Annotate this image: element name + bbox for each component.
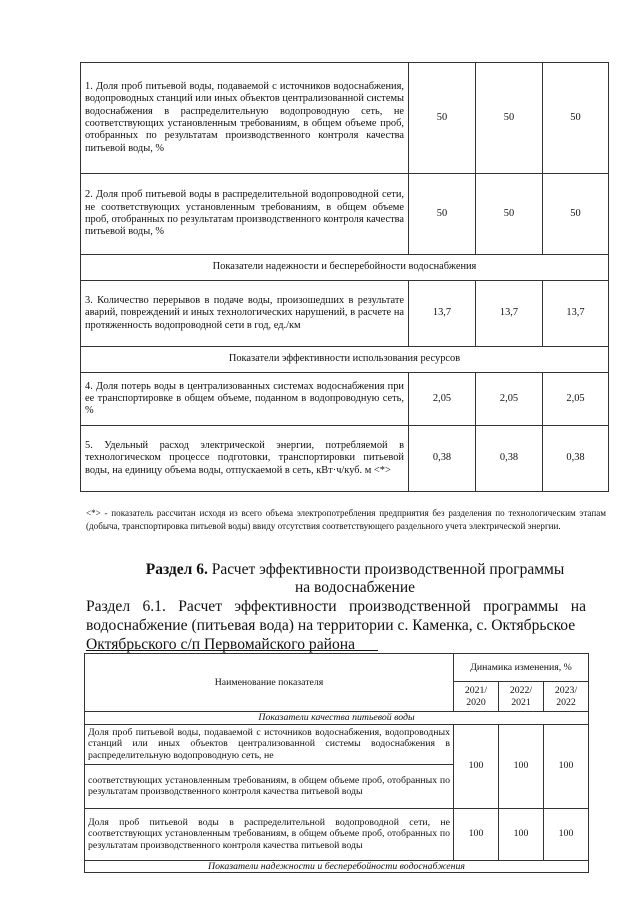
subsection-title-last: Октябрьского с/п Первомайского района xyxy=(86,636,356,653)
indicator-value: 50 xyxy=(476,63,543,174)
header-period: 2023/ 2022 xyxy=(544,682,589,712)
indicator-name-continued: соответствующих установленным требованиям, в общем объеме проб, отобранных по результатам производственного контроля качества питьевой воды xyxy=(85,764,454,808)
indicator-name: 2. Доля проб питьевой воды в распределительной водопроводной сети, не соответствующих установленным требованиям, в общем объеме проб, отобранных по результатам производственного контроля качества питьевой воды, % xyxy=(81,174,409,255)
section-title-line2: на водоснабжение xyxy=(295,579,415,596)
indicator-value: 13,7 xyxy=(409,281,476,347)
section-title: Показатели надежности и бесперебойности водоснабжения xyxy=(81,255,609,281)
header-period: 2021/ 2020 xyxy=(454,682,499,712)
section-title: Показатели надежности и бесперебойности водоснабжения xyxy=(85,860,589,873)
indicator-value: 100 xyxy=(499,808,544,860)
header-period: 2022/ 2021 xyxy=(499,682,544,712)
subsection-title: Раздел 6.1. Расчет эффективности производственной программы на водоснабжение (питьевая вода) на территории с. Каменка, с. Октябрьское xyxy=(86,598,586,634)
indicator-value: 100 xyxy=(544,808,589,860)
table-row xyxy=(81,426,609,492)
section-title-line1: Расчет эффективности производственной программы xyxy=(211,561,565,578)
indicator-value: 50 xyxy=(409,174,476,255)
indicator-value: 2,05 xyxy=(543,373,609,426)
indicator-value: 100 xyxy=(499,724,544,808)
section-heading xyxy=(80,561,630,597)
table-row xyxy=(81,174,609,255)
indicators-table xyxy=(80,62,609,492)
efficiency-table xyxy=(84,653,589,873)
section-row xyxy=(85,712,589,725)
indicator-name: 5. Удельный расход электрической энергии, потребляемой в технологическом процессе подготовки, транспортировки питьевой воды, на единицу объема воды, отпускаемой в сеть, кВт·ч/куб. м <*> xyxy=(81,426,409,492)
indicator-value: 100 xyxy=(544,724,589,808)
indicator-value: 100 xyxy=(454,724,499,808)
indicator-name: 3. Количество перерывов в подаче воды, произошедших в результате аварий, повреждений и иных технологических нарушений, в расчете на протяженность водопроводной сети в год, ед./км xyxy=(81,281,409,347)
indicator-value: 50 xyxy=(409,63,476,174)
indicator-value: 0,38 xyxy=(543,426,609,492)
footnote: <*> - показатель рассчитан исходя из всего объема электропотребления предприятия без разделения по технологическим этапам (добыча, транспортировка питьевой воды) ввиду отсутствия соответствующего раздельного учета электрической энергии. xyxy=(86,508,606,531)
indicator-value: 0,38 xyxy=(476,426,543,492)
indicator-value: 2,05 xyxy=(409,373,476,426)
table-header-row xyxy=(85,654,589,682)
indicator-value: 2,05 xyxy=(476,373,543,426)
table-row xyxy=(85,724,589,764)
section-row xyxy=(81,347,609,373)
section-title: Показатели эффективности использования ресурсов xyxy=(81,347,609,373)
section-number: Раздел 6. xyxy=(145,561,208,578)
section-row xyxy=(81,255,609,281)
heading-underline xyxy=(86,650,378,651)
table-row xyxy=(81,373,609,426)
indicator-name: Доля проб питьевой воды в распределительной водопроводной сети, не соответствующих установленным требованиям, в общем объеме проб, отобранных по результатам производственного контроля качества питьевой воды xyxy=(85,808,454,860)
indicator-value: 50 xyxy=(476,174,543,255)
indicator-value: 50 xyxy=(543,63,609,174)
indicator-value: 100 xyxy=(454,808,499,860)
indicator-name: Доля проб питьевой воды, подаваемой с источников водоснабжения, водопроводных станций или иных объектов централизованной системы водоснабжения в распределительную водопроводную сеть, не xyxy=(85,724,454,764)
table-row xyxy=(81,63,609,174)
indicator-value: 50 xyxy=(543,174,609,255)
header-dynamic: Динамика изменения, % xyxy=(454,654,589,682)
section-title: Показатели качества питьевой воды xyxy=(85,712,589,725)
indicator-value: 0,38 xyxy=(409,426,476,492)
table-row xyxy=(85,808,589,860)
indicator-name: 1. Доля проб питьевой воды, подаваемой с источников водоснабжения, водопроводных станций или иных объектов централизованной системы водоснабжения в распределительную водопроводную сеть, не соответствующих установленным требованиям, в общем объеме проб, отобранных по результатам производственного контроля качества питьевой воды, % xyxy=(81,63,409,174)
table-row xyxy=(81,281,609,347)
indicator-value: 13,7 xyxy=(476,281,543,347)
subsection-heading xyxy=(86,597,586,654)
indicator-name: 4. Доля потерь воды в централизованных системах водоснабжения при ее транспортировке в общем объеме, поданном в водопроводную сеть, % xyxy=(81,373,409,426)
header-indicator-name: Наименование показателя xyxy=(85,654,454,712)
indicator-value: 13,7 xyxy=(543,281,609,347)
section-row xyxy=(85,860,589,873)
